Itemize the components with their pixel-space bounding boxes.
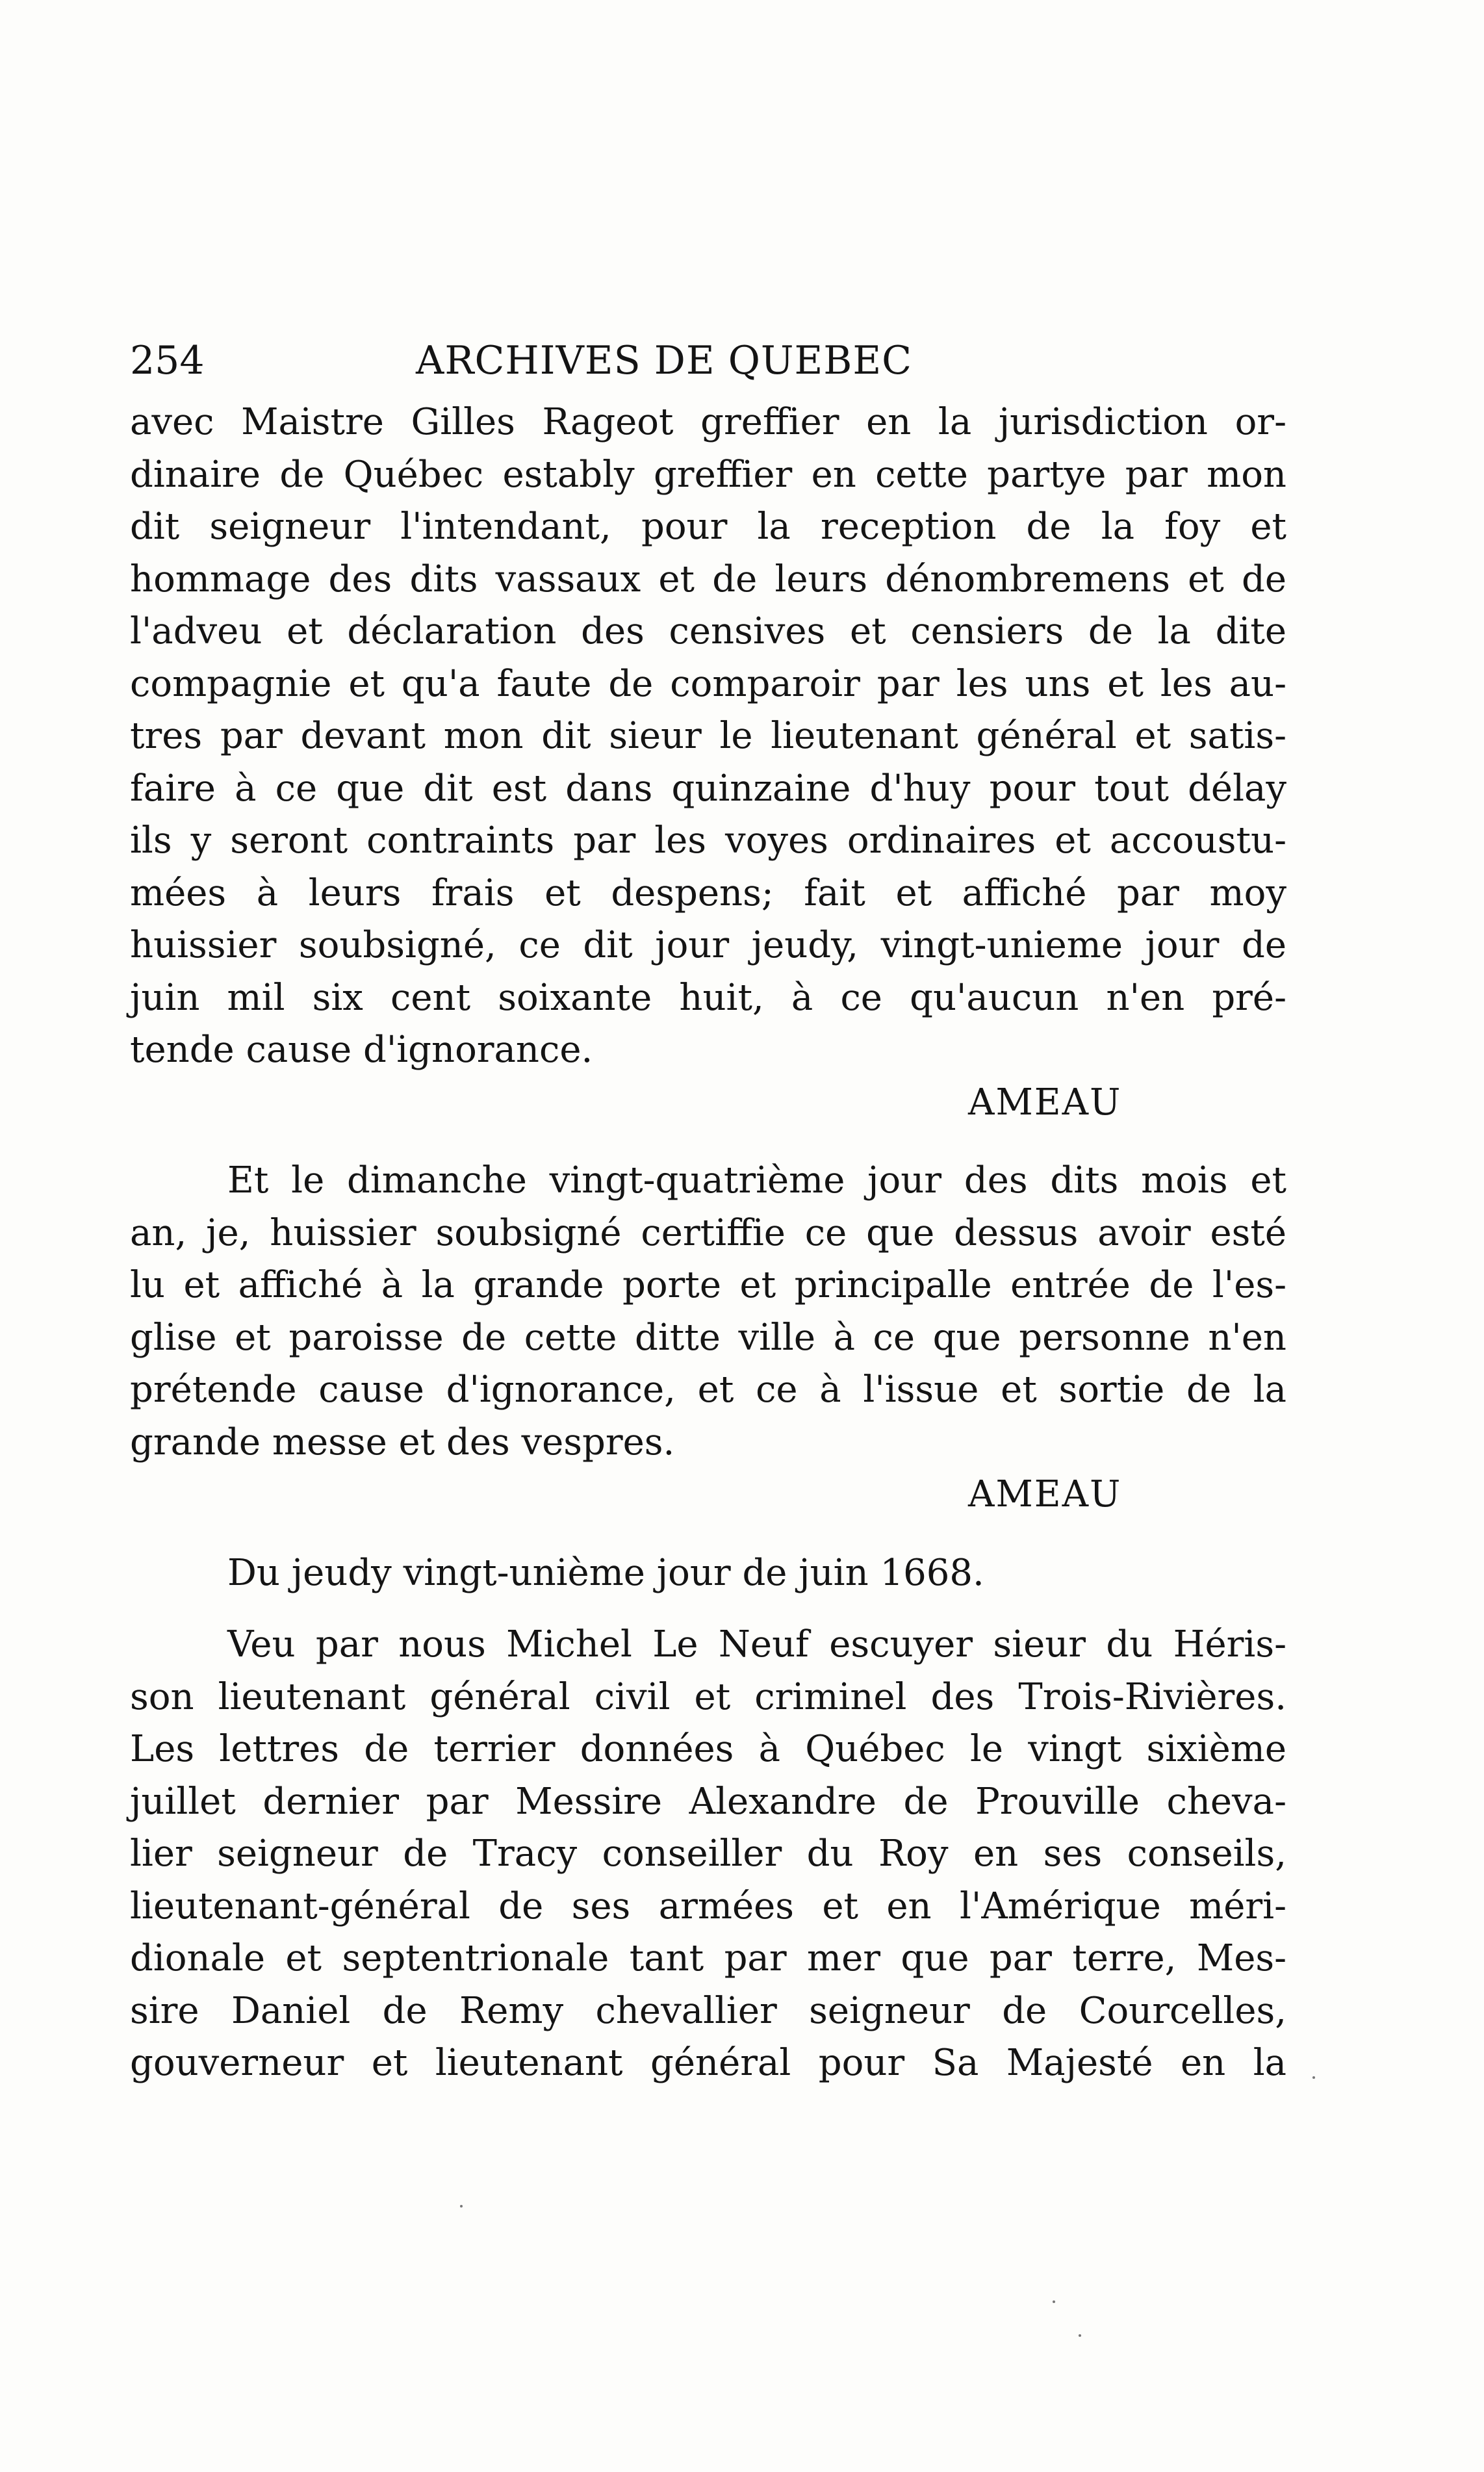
scan-speck xyxy=(1053,2300,1055,2303)
text-line: dinaire de Québec estably greffier en cette partye par mon xyxy=(130,453,1286,496)
signature: AMEAU xyxy=(968,1081,1122,1124)
text-line: an, je, huissier soubsigné certiffie ce que dessus avoir esté xyxy=(130,1211,1286,1254)
text-line: gouverneur et lieutenant général pour Sa Majesté en la xyxy=(130,2042,1286,2084)
text-line: dit seigneur l'intendant, pour la reception de la foy et xyxy=(130,506,1286,548)
running-head xyxy=(130,325,1286,396)
text-line: tres par devant mon dit sieur le lieutenant général et satis- xyxy=(130,715,1286,757)
text-line: l'adveu et déclaration des censives et censiers de la dite xyxy=(130,610,1286,652)
text-line: glise et paroisse de cette ditte ville à ce que personne n'en xyxy=(130,1316,1286,1359)
text-line: Et le dimanche vingt-quatrième jour des dits mois et xyxy=(227,1159,1286,1202)
text-line: compagnie et qu'a faute de comparoir par les uns et les au- xyxy=(130,662,1286,705)
text-line: mées à leurs frais et despens; fait et affiché par moy xyxy=(130,871,1286,914)
text-line: Du jeudy vingt-unième jour de juin 1668. xyxy=(227,1551,984,1594)
paragraph-4 xyxy=(130,1619,1286,2090)
running-title: ARCHIVES DE QUEBEC xyxy=(416,338,913,383)
text-line: lu et affiché à la grande porte et principalle entrée de l'es- xyxy=(130,1264,1286,1306)
text-line: ils y seront contraints par les voyes ordinaires et accoustu- xyxy=(130,819,1286,862)
paragraph-2 xyxy=(130,1155,1286,1521)
text-line: Les lettres de terrier données à Québec le vingt sixième xyxy=(130,1728,1286,1770)
signature: AMEAU xyxy=(968,1473,1122,1515)
text-line: grande messe et des vespres. xyxy=(130,1421,675,1463)
scan-speck xyxy=(1079,2334,1081,2337)
text-line: juillet dernier par Messire Alexandre de Prouville cheva- xyxy=(130,1780,1286,1823)
text-line: lieutenant-général de ses armées et en l'Amérique méri- xyxy=(130,1885,1286,1927)
text-line: lier seigneur de Tracy conseiller du Roy en ses conseils, xyxy=(130,1833,1286,1875)
text-line: juin mil six cent soixante huit, à ce qu'aucun n'en pré- xyxy=(130,976,1286,1019)
text-line: prétende cause d'ignorance, et ce à l'issue et sortie de la xyxy=(130,1369,1286,1411)
text-line: faire à ce que dit est dans quinzaine d'huy pour tout délay xyxy=(130,767,1286,810)
text-line: huissier soubsigné, ce dit jour jeudy, vingt-unieme jour de xyxy=(130,924,1286,966)
text-line: dionale et septentrionale tant par mer que par terre, Mes- xyxy=(130,1937,1286,1979)
page-number: 254 xyxy=(130,338,205,383)
text-line: tende cause d'ignorance. xyxy=(130,1029,593,1071)
text-line: son lieutenant général civil et criminel des Trois-Rivières. xyxy=(130,1675,1286,1718)
text-line: hommage des dits vassaux et de leurs dénombremens et de xyxy=(130,558,1286,600)
text-line: sire Daniel de Remy chevallier seigneur de Courcelles, xyxy=(130,1989,1286,2032)
page-body xyxy=(130,325,1286,2090)
text-line: Veu par nous Michel Le Neuf escuyer sieur du Héris- xyxy=(227,1623,1286,1666)
paragraph-1 xyxy=(130,396,1286,1129)
scan-speck xyxy=(1312,2076,1315,2079)
scan-speck xyxy=(460,2205,463,2208)
paragraph-3 xyxy=(130,1547,1286,1600)
text-line: avec Maistre Gilles Rageot greffier en la jurisdiction or- xyxy=(130,401,1286,443)
